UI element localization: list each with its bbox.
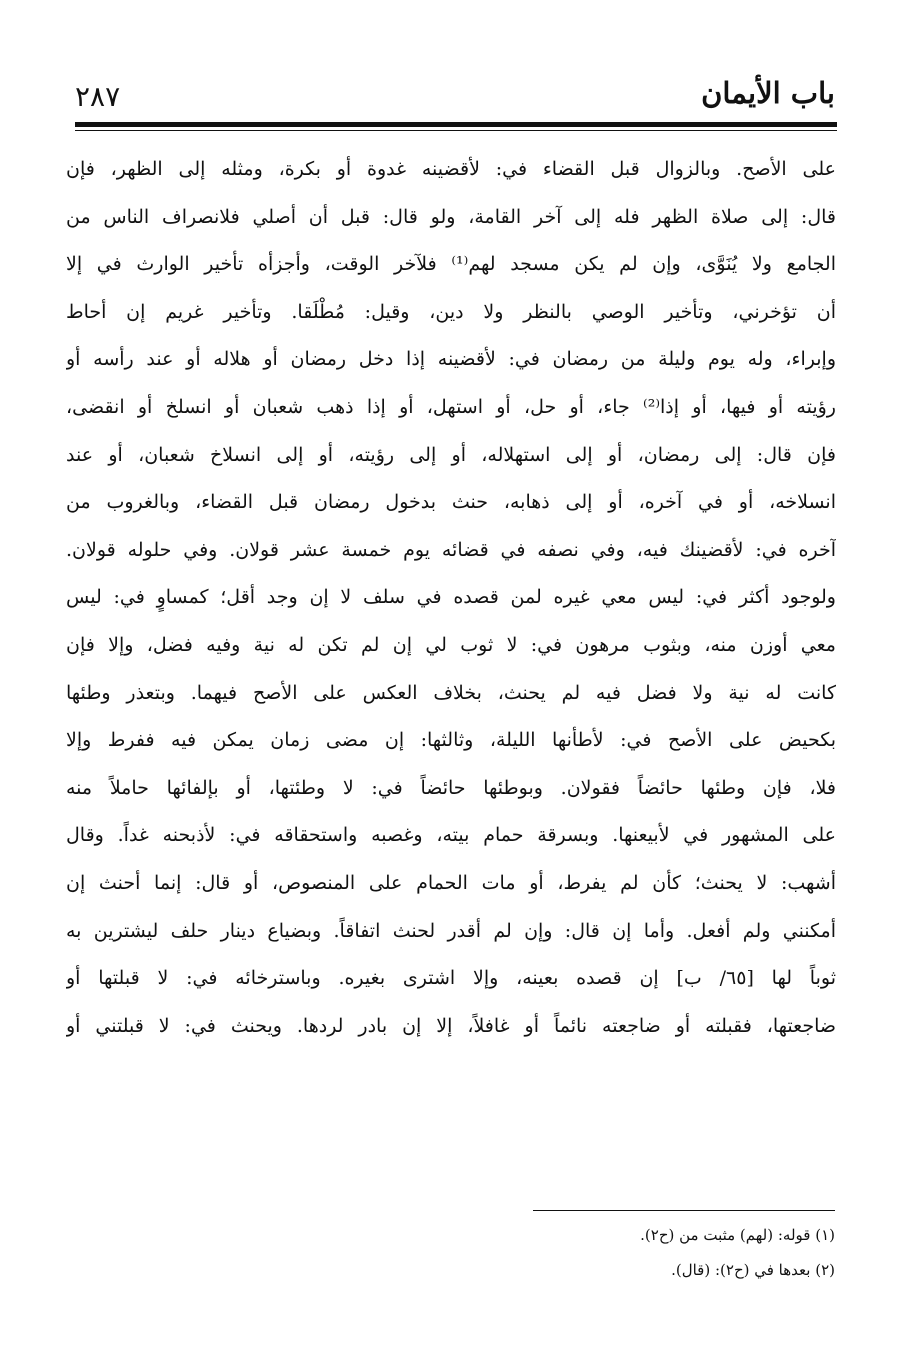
text-line: بكحيض على الأصح في: لأطأنها الليلة، وثالثها: إن مضى زمان يمكن فيه ففرط وإلا [66,729,836,752]
header-rule-thick [75,122,837,127]
text-line: الجامع ولا يُنَوَّى، وإن لم يكن مسجد لهم⁽¹⁾ فلآخر الوقت، وأجزأه تأخير الوارث في إلا [66,253,836,276]
text-line: على الأصح. وبالزوال قبل القضاء في: لأقضينه غدوة أو بكرة، ومثله إلى الظهر، فإن [66,158,836,180]
text-line: ضاجعتها، فقبلته أو ضاجعته نائماً أو غافلاً، إلا إن بادر لردها. ويحنث في: لا قبلتني أو [66,1014,836,1037]
text-line: كانت له نية ولا فضل فيه لم يحنث، بخلاف العكس على الأصح فيهما. وبتعذر وطئها [66,681,836,704]
text-line: أمكنني ولم أفعل. وأما إن قال: وإن لم أقدر لحنث اتفاقاً. وبضياع دينار حلف ليشترين به [66,919,836,942]
page-number: ٢٨٧ [75,80,121,113]
header-rule-thin [75,130,837,131]
text-line: معي أوزن منه، وبثوب مرهون في: لا ثوب لي إن لم تكن له نية وفيه فضل، وإلا فإن [66,633,836,656]
chapter-title: باب الأيمان [701,76,835,110]
text-line: فلا، فإن وطئها حائضاً فقولان. وبوطئها حائضاً في: لا وطئتها، أو بإلفائها حاملاً منه [66,776,836,799]
text-line: انسلاخه، أو في آخره، أو إلى ذهابه، حنث بدخول رمضان قبل القضاء، وبالغروب من [66,491,836,514]
text-line: على المشهور في لأبيعنها. وبسرقة حمام بيته، وغصبه واستحقاقه في: لأذبحنه غداً. وقال [66,824,836,847]
body-text [66,146,836,1050]
text-line: وإبراء، وله يوم وليلة من رمضان في: لأقضينه إذا دخل رمضان أو هلاله أو عند رأسه أو [66,348,836,371]
footnote-2: (٢) بعدها في (ح٢): (قال). [671,1261,835,1279]
text-line: آخره في: لأقضينك فيه، وفي نصفه في قضائه يوم خمسة عشر قولان. وفي حلوله قولان. [66,538,836,561]
footnote-1: (١) قوله: (لهم) مثبت من (ح٢). [640,1226,835,1244]
footnote-separator [533,1210,835,1211]
text-line: رؤيته أو فيها، أو إذا⁽²⁾ جاء، أو حل، أو استهل، أو إذا ذهب شعبان أو انسلخ أو انقضى، [66,395,836,418]
text-line: ثوباً لها [٦٥/ ب] إن قصده بعينه، وإلا اشترى بغيره. وباسترخائه في: لا قبلتها أو [66,967,836,990]
page-header [75,70,835,122]
text-line: قال: إلى صلاة الظهر فله إلى آخر القامة، ولو قال: قبل أن أصلي فلانصراف الناس من [66,205,836,228]
text-line: أن تؤخرني، وتأخير الوصي بالنظر ولا دين، وقيل: مُطْلَقا. وتأخير غريم إن أحاط [66,300,836,323]
text-line: ولوجود أكثر في: ليس معي غيره لمن قصده في سلف لا إن وجد أقل؛ كمساوٍ في: ليس [66,586,836,609]
footnotes [400,1218,835,1288]
text-line: أشهب: لا يحنث؛ كأن لم يفرط، أو مات الحمام على المنصوص، أو قال: إنما أحنث إن [66,871,836,894]
text-line: فإن قال: إلى رمضان، أو إلى استهلاله، أو إلى رؤيته، أو إلى انسلاخ شعبان، أو عند [66,443,836,466]
